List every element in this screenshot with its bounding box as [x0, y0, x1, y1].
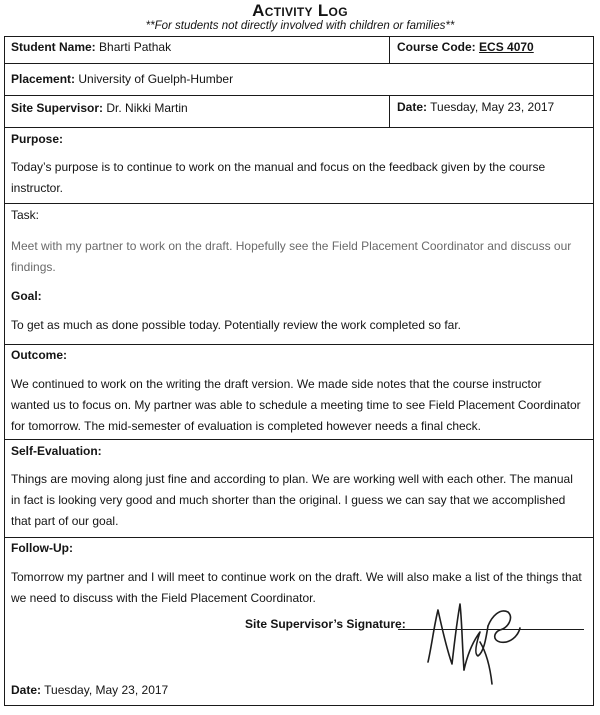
task-label: Task: — [11, 208, 40, 222]
student-name-field — [11, 40, 171, 54]
outcome-text: We continued to work on the writing the draft version. We made side notes that the course instructor wanted us to focus on. My partner was able to schedule a meeting time to see Field Placement Coordinator for tomorrow. The mid-semester of evaluation is completed however needs a final check. — [11, 377, 581, 433]
course-code-value: ECS 4070 — [479, 40, 534, 54]
purpose-text: Today’s purpose is to continue to work on the manual and focus on the feedback given by the course instructor. — [11, 160, 546, 195]
self-evaluation-label: Self-Evaluation: — [11, 444, 102, 458]
divider — [5, 439, 593, 440]
handwritten-signature — [420, 592, 528, 688]
divider — [389, 37, 390, 63]
goal-text: To get as much as done possible today. Potentially review the work completed so far. — [11, 318, 462, 332]
student-name-label: Student Name: — [11, 40, 96, 54]
course-code-field — [397, 40, 534, 54]
divider — [5, 95, 593, 96]
site-supervisor-field — [11, 101, 188, 115]
divider — [5, 203, 593, 204]
page-title: Activity Log — [252, 1, 348, 20]
follow-up-label: Follow-Up: — [11, 541, 73, 555]
follow-up-text: Tomorrow my partner and I will meet to continue work on the draft. We will also make a list of the things that we need to discuss with the Field Placement Coordinator. — [11, 570, 582, 605]
goal-label: Goal: — [11, 289, 42, 303]
placement-field — [11, 72, 233, 86]
placement-label: Placement: — [11, 72, 76, 86]
outcome-label: Outcome: — [11, 348, 68, 362]
placement-value: University of Guelph-Humber — [78, 72, 234, 86]
divider — [5, 63, 593, 64]
divider — [5, 344, 593, 345]
date-field — [397, 100, 554, 114]
divider — [5, 537, 593, 538]
signature-label: Site Supervisor’s Signature: — [245, 617, 406, 631]
date-label: Date: — [397, 100, 428, 114]
site-supervisor-value: Dr. Nikki Martin — [106, 101, 188, 115]
course-code-label: Course Code: — [397, 40, 476, 54]
footer-date-label: Date: — [11, 683, 42, 697]
page-subtitle: **For students not directly involved with children or families** — [145, 20, 455, 32]
footer-date-field — [11, 683, 168, 697]
date-value: Tuesday, May 23, 2017 — [430, 100, 555, 114]
self-evaluation-text: Things are moving along just fine and according to plan. We are working well with each other. The manual in fact is looking very good and much shorter than the original. I guess we can say that we accomplished that part of our goal. — [11, 472, 573, 528]
divider — [389, 95, 390, 127]
divider — [5, 127, 593, 128]
footer-date-value: Tuesday, May 23, 2017 — [44, 683, 169, 697]
student-name-value: Bharti Pathak — [99, 40, 172, 54]
site-supervisor-label: Site Supervisor: — [11, 101, 104, 115]
task-text: Meet with my partner to work on the draft. Hopefully see the Field Placement Coordinator and discuss our findings. — [11, 239, 572, 274]
purpose-label: Purpose: — [11, 132, 64, 146]
